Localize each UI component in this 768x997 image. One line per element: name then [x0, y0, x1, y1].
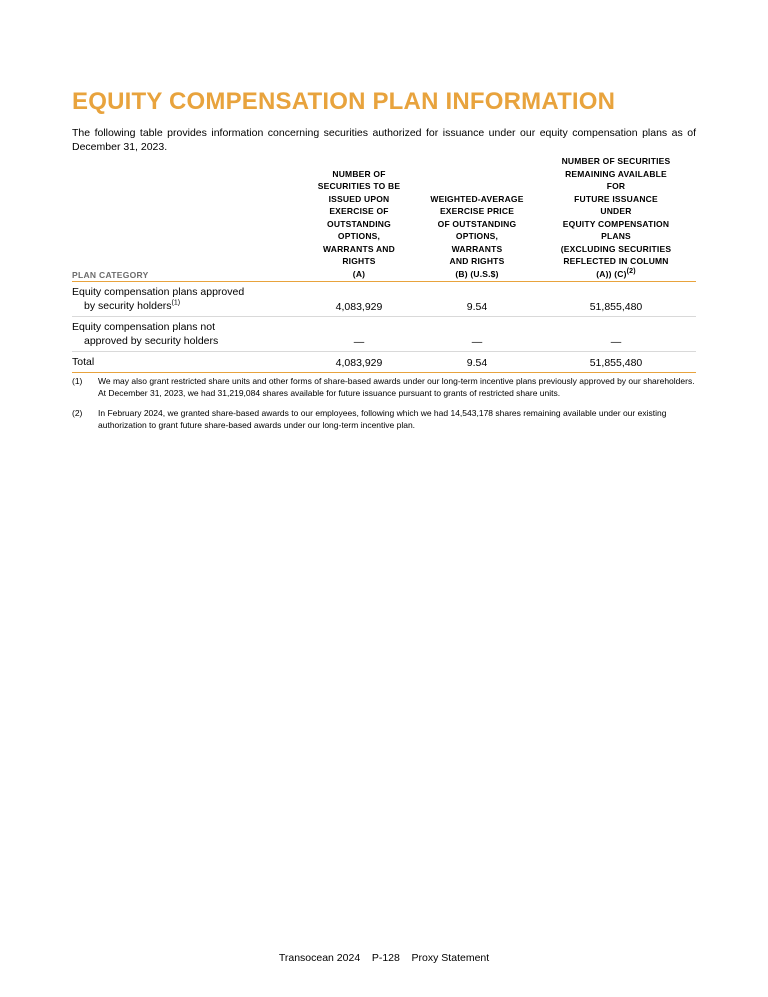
table-row: [72, 317, 696, 352]
equity-compensation-table: [72, 155, 696, 373]
col-c-superscript: (2): [626, 267, 636, 275]
col-c-line-6: EQUITY COMPENSATION: [562, 218, 670, 229]
table-total-row: [72, 352, 696, 373]
row-1-label-line-2: by security holders: [84, 300, 172, 312]
page-title: EQUITY COMPENSATION PLAN INFORMATION: [72, 88, 616, 116]
footer-document: Proxy Statement: [411, 952, 490, 964]
total-value-b: 9.54: [418, 352, 536, 373]
col-a-line-8: RIGHTS: [342, 256, 376, 266]
row-2-value-a: —: [300, 317, 418, 352]
row-1-superscript: (1): [171, 299, 181, 307]
column-header-a: [300, 155, 418, 282]
col-b-line-6: AND RIGHTS: [449, 256, 505, 266]
col-a-line-5: OUTSTANDING: [327, 218, 391, 229]
footnote-1: [72, 376, 696, 399]
page-footer: [0, 952, 768, 964]
column-header-b: [418, 155, 536, 282]
col-b-line-5: WARRANTS: [451, 243, 503, 254]
row-category-not-approved: [72, 317, 300, 352]
footer-gap-2: [400, 952, 412, 964]
footnotes: [72, 376, 696, 440]
col-b-line-2: EXERCISE PRICE: [439, 206, 515, 216]
footnote-2: [72, 408, 696, 431]
col-a-line-7: WARRANTS AND: [323, 243, 395, 254]
total-label: Total: [72, 352, 300, 373]
col-b-line-1: WEIGHTED-AVERAGE: [430, 193, 524, 204]
col-a-line-9: (A): [352, 268, 366, 279]
footer-gap-1: [360, 952, 372, 964]
row-category-approved: [72, 282, 300, 317]
col-b-line-3: OF OUTSTANDING: [437, 218, 517, 229]
row-2-value-b: —: [418, 317, 536, 352]
col-c-line-1: NUMBER OF SECURITIES: [561, 156, 671, 166]
col-c-line-7: PLANS: [601, 231, 631, 241]
footer-company-year: Transocean 2024: [278, 952, 361, 964]
column-header-plan-category: PLAN CATEGORY: [72, 155, 300, 282]
col-a-line-2: SECURITIES TO BE: [317, 181, 401, 191]
col-c-line-4: FUTURE ISSUANCE: [574, 193, 658, 204]
footnote-2-marker: (2): [72, 408, 83, 418]
col-b-line-4: OPTIONS,: [455, 231, 499, 241]
row-2-value-c: —: [536, 317, 696, 352]
footer-page-number: P-128: [371, 952, 400, 964]
col-a-line-3: ISSUED UPON: [328, 193, 390, 204]
col-a-line-1: NUMBER OF: [332, 168, 386, 179]
col-c-line-3: FOR: [606, 181, 626, 191]
footnote-1-marker: (1): [72, 376, 83, 386]
row-1-label-line-1: Equity compensation plans approved: [72, 286, 245, 298]
row-2-label-line-1: Equity compensation plans not: [72, 321, 216, 333]
column-header-c: [536, 155, 696, 282]
row-1-value-a: 4,083,929: [300, 282, 418, 317]
total-value-a: 4,083,929: [300, 352, 418, 373]
row-1-value-b: 9.54: [418, 282, 536, 317]
intro-paragraph: The following table provides information concerning securities authorized for issuance under our equity compensation plans as of December 31, 2023.: [72, 126, 696, 153]
table-header-row: [72, 155, 696, 282]
col-c-line-8: (EXCLUDING SECURITIES: [560, 243, 672, 254]
table-row: [72, 282, 696, 317]
footnote-1-text: We may also grant restricted share units and other forms of share-based awards under our long-term incentive plans previously approved by our shareholders. At December 31, 2023, we had 31,219,084 shares available for future issuance pursuant to grants of restricted share units.: [98, 376, 695, 398]
col-c-line-2: REMAINING AVAILABLE: [565, 168, 667, 179]
footnote-2-text: In February 2024, we granted share-based awards to our employees, following which we had 14,543,178 shares remaining available under our existing authorization to grant future share-based awards under our long-term incentive plan.: [98, 408, 667, 430]
col-b-line-7: (B) (U.S.$): [455, 268, 499, 279]
row-1-value-c: 51,855,480: [536, 282, 696, 317]
col-c-line-10: (A)) (C): [596, 268, 627, 279]
col-a-line-6: OPTIONS,: [337, 231, 381, 241]
total-value-c: 51,855,480: [536, 352, 696, 373]
row-2-label-line-2: approved by security holders: [84, 335, 219, 347]
col-a-line-4: EXERCISE OF: [329, 206, 389, 216]
col-c-line-5: UNDER: [600, 206, 632, 216]
col-c-line-9: REFLECTED IN COLUMN: [563, 256, 669, 266]
